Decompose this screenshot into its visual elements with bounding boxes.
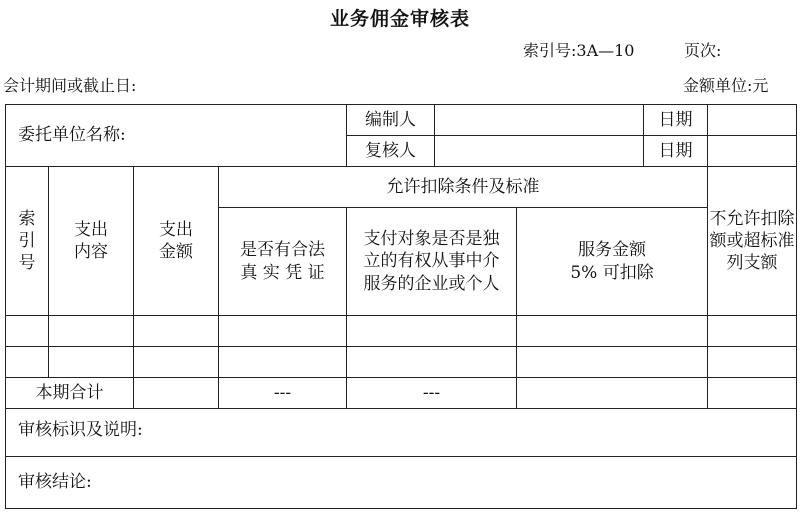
header-expense-amount [134,167,219,316]
header-text-line: 列支额 [726,253,778,274]
table-cell[interactable] [708,316,797,347]
reviewer-value-cell[interactable] [435,136,644,167]
header-text-line: 支出 [159,219,193,240]
header-text-line: 不允许扣除 [709,208,795,229]
audit-conclusion-label: 审核结论: [18,472,92,493]
reviewer-date-label: 日期 [644,136,708,167]
commission-audit-table [5,104,797,509]
preparer-date-label: 日期 [644,105,708,136]
table-cell[interactable] [6,347,49,378]
header-disallowed-amount [708,167,797,316]
header-text-line: 5% 可扣除 [570,262,654,283]
client-name-cell [6,105,347,167]
form-title: 业务佣金审核表 [329,8,470,30]
reviewer-label: 复核人 [347,136,435,167]
header-index-char: 号 [18,253,36,274]
preparer-value-cell[interactable] [435,105,644,136]
reviewer-date-cell[interactable] [708,136,797,167]
header-five-percent [517,208,708,316]
total-payee-cell: --- [347,378,517,409]
header-text-line: 服务的企业或个人 [363,273,500,294]
audit-conclusion-cell[interactable] [6,457,797,509]
header-index [6,167,49,316]
header-valid-voucher [219,208,347,316]
total-five-percent-cell[interactable] [517,378,708,409]
table-cell[interactable] [49,347,134,378]
header-expense-content [49,167,134,316]
table-cell[interactable] [347,316,517,347]
header-text-line: 真 实 凭 证 [240,262,325,283]
table-cell[interactable] [219,316,347,347]
preparer-label: 编制人 [347,105,435,136]
header-index-char: 引 [18,230,36,251]
accounting-period-label: 会计期间或截止日: [3,76,137,95]
header-deduction-conditions: 允许扣除条件及标准 [219,167,708,208]
table-cell[interactable] [49,316,134,347]
audit-notes-label: 审核标识及说明: [18,420,143,440]
table-cell[interactable] [517,347,708,378]
header-index-char: 索 [18,208,36,229]
preparer-date-cell[interactable] [708,105,797,136]
client-name-label: 委托单位名称: [18,125,126,146]
amount-unit-label: 金额单位:元 [683,76,769,95]
header-text-line: 支出 [74,219,108,240]
table-cell[interactable] [134,316,219,347]
total-disallowed-cell[interactable] [708,378,797,409]
header-text-line: 立的有权从事中介 [363,251,500,272]
table-cell[interactable] [134,347,219,378]
header-text-line: 内容 [74,242,108,262]
table-cell[interactable] [347,347,517,378]
header-text-line: 支付对象是否是独 [363,229,500,250]
table-row [6,347,797,378]
header-text-line: 服务金额 [578,240,647,261]
total-label: 本期合计 [6,378,134,409]
audit-notes-cell[interactable] [6,409,797,457]
table-row [6,316,797,347]
header-text-line: 是否有合法 [240,240,326,261]
header-qualified-payee [347,208,517,316]
table-cell[interactable] [708,347,797,378]
page-number-label: 页次: [684,41,722,60]
total-row [6,378,797,409]
table-cell[interactable] [517,316,708,347]
table-cell[interactable] [219,347,347,378]
index-reference: 索引号:3A—10 [523,41,635,60]
header-text-line: 额或超标准 [709,230,795,251]
total-amount-cell[interactable] [134,378,219,409]
total-voucher-cell: --- [219,378,347,409]
table-cell[interactable] [6,316,49,347]
header-text-line: 金额 [159,242,193,262]
